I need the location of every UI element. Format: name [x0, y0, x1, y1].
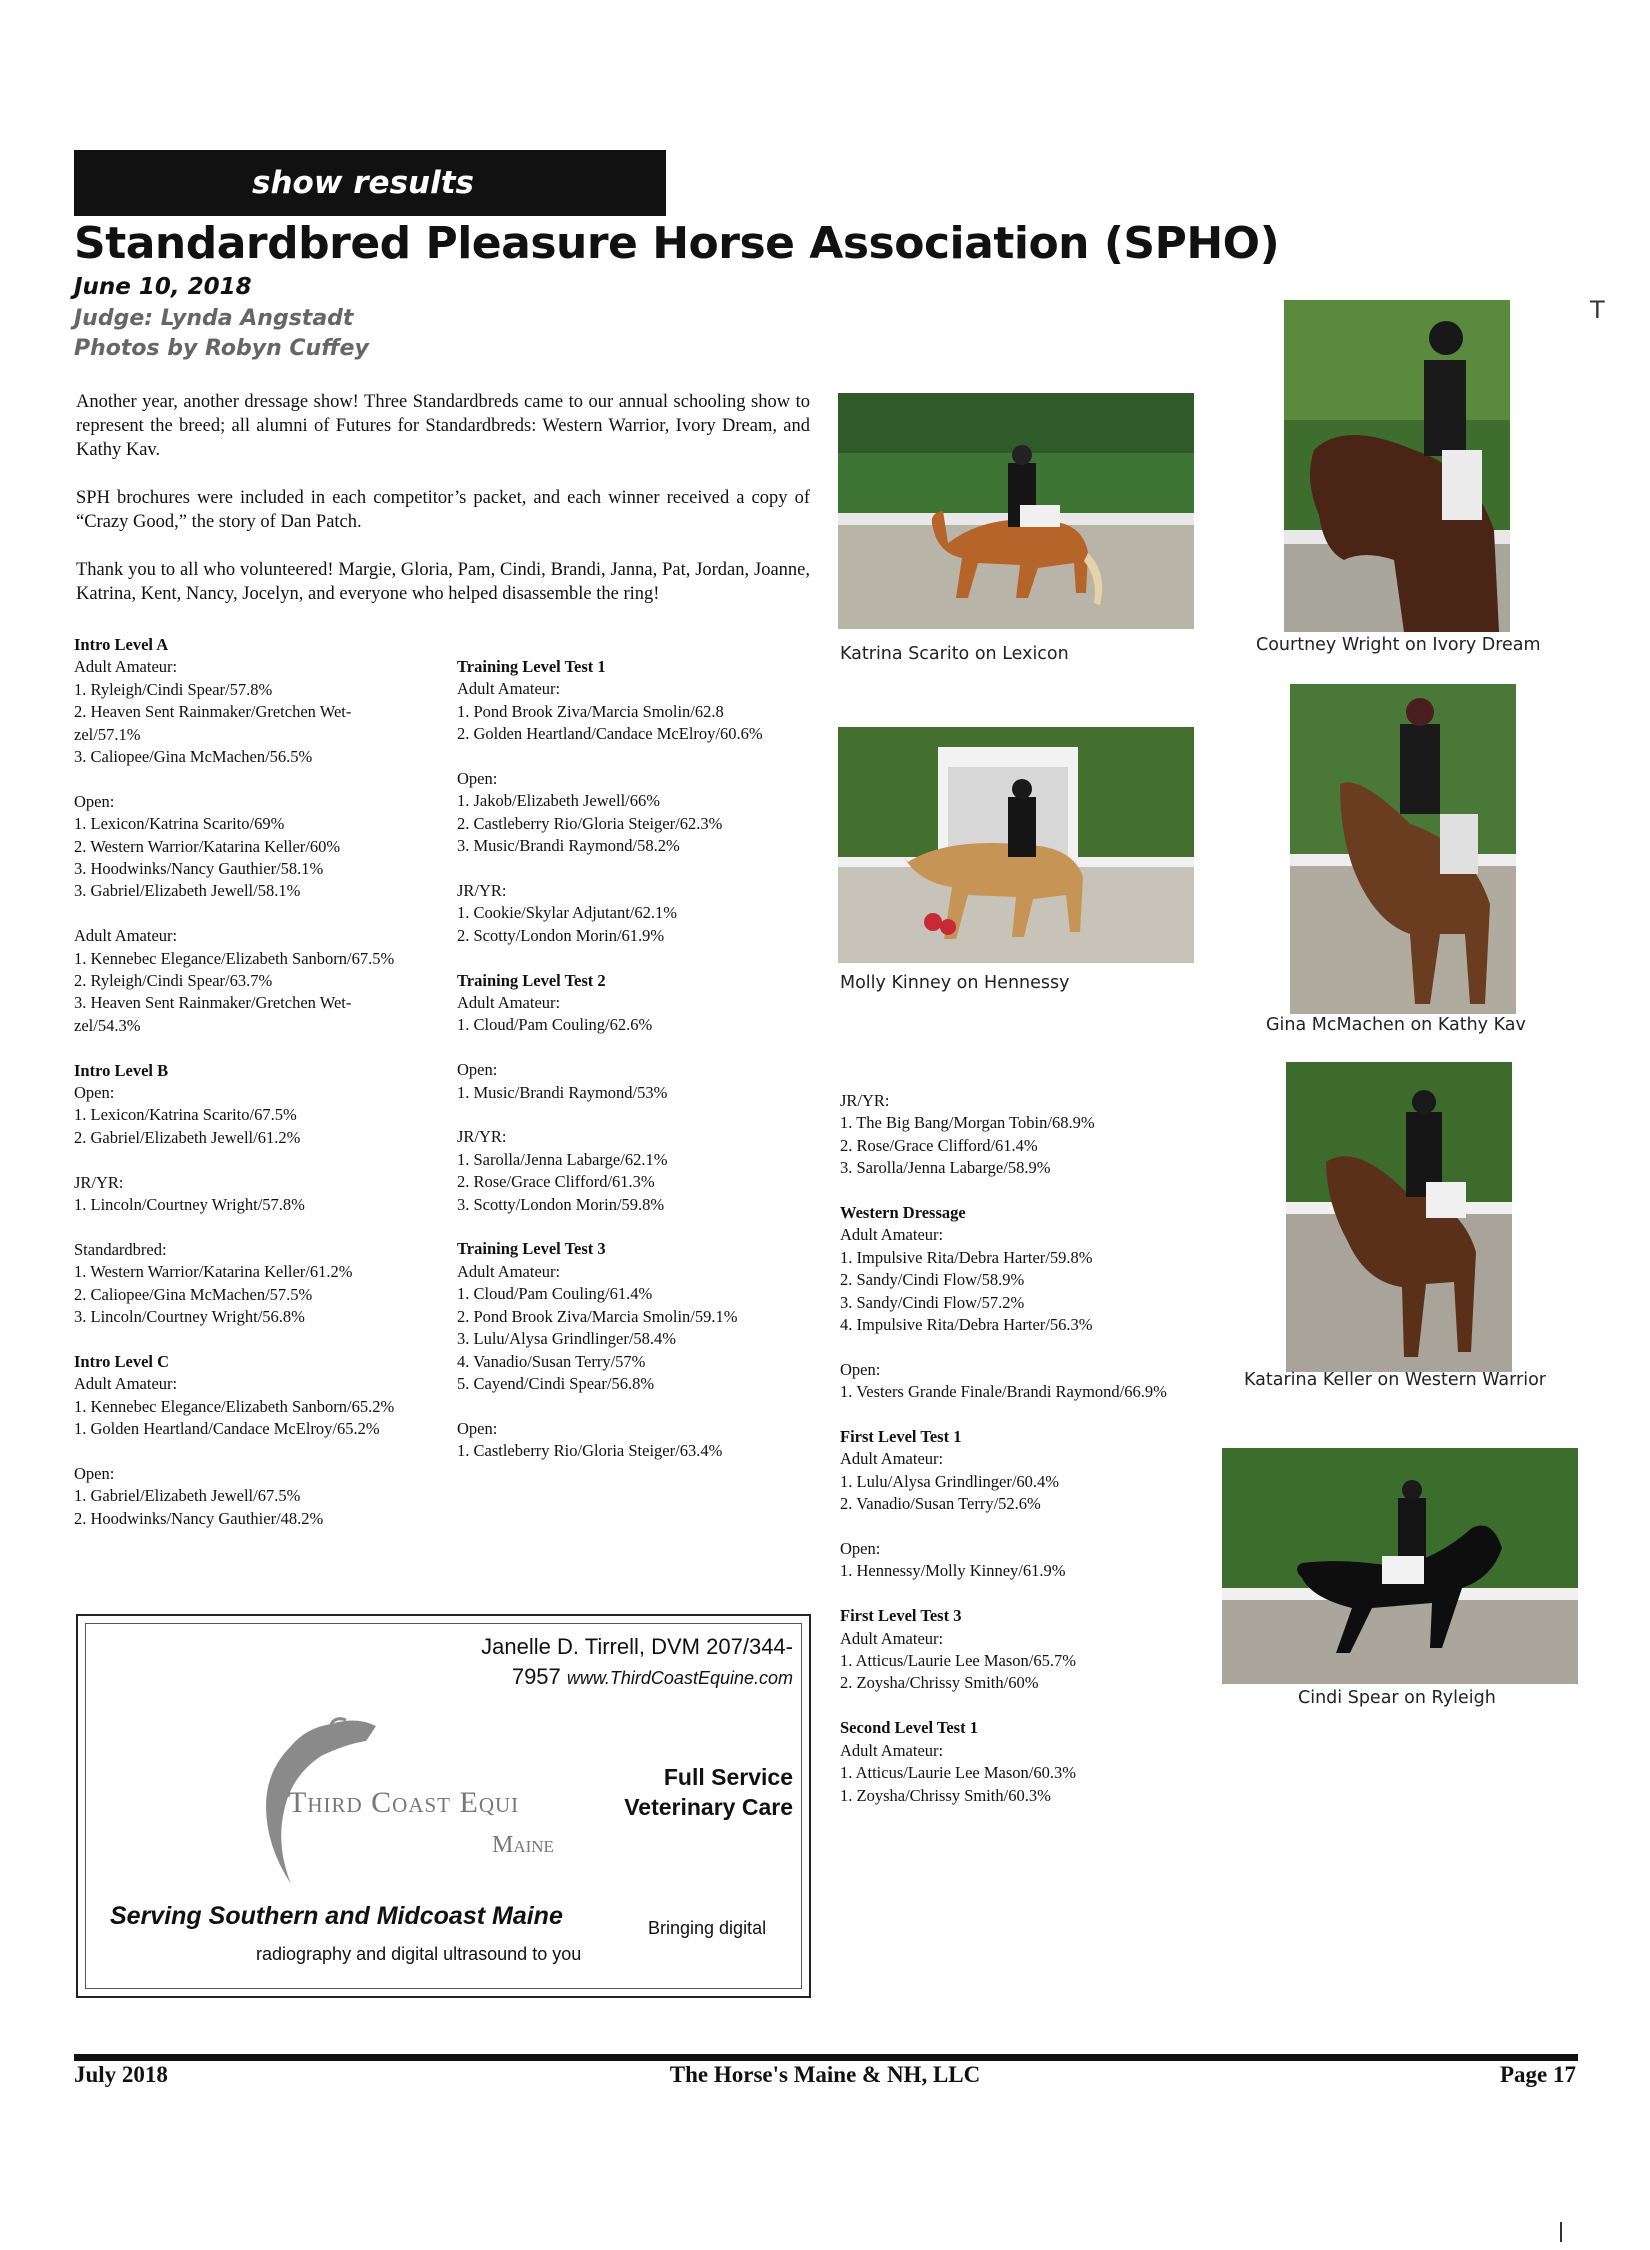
results-heading: Training Level Test 2: [457, 970, 606, 990]
footer-page-number: Page 17: [1499, 2062, 1576, 2087]
results-line: Open:: [457, 1418, 498, 1438]
results-line: zel/54.3%: [74, 1015, 141, 1035]
results-line: Open:: [74, 1463, 115, 1483]
results-line: 2. Pond Brook Ziva/Marcia Smolin/59.1%: [457, 1306, 738, 1326]
results-line: Adult Amateur:: [457, 993, 561, 1013]
results-gap: [74, 1441, 434, 1463]
results-gap: [840, 1695, 1220, 1717]
results-line: Adult Amateur:: [840, 1225, 944, 1245]
results-gap: [840, 1583, 1220, 1605]
results-line: 2. Rose/Grace Clifford/61.4%: [840, 1135, 1038, 1155]
results-line: 4. Impulsive Rita/Debra Harter/56.3%: [840, 1315, 1093, 1335]
ad-radiography: radiography and digital ultrasound to you: [256, 1944, 582, 1964]
results-line: 1. Atticus/Laurie Lee Mason/65.7%: [840, 1651, 1076, 1671]
service-line-1: Full Service: [663, 1764, 793, 1790]
results-line: 1. Pond Brook Ziva/Marcia Smolin/62.8: [457, 701, 724, 721]
ad-contact-line-2: [481, 1662, 793, 1693]
results-line: Open:: [74, 791, 115, 811]
results-line: Adult Amateur:: [74, 657, 178, 677]
results-line: 3. Sandy/Cindi Flow/57.2%: [840, 1292, 1025, 1312]
caption-kathy-kav: Gina McMachen on Kathy Kav: [1266, 1015, 1526, 1035]
results-line: 1. Jakob/Elizabeth Jewell/66%: [457, 791, 660, 811]
results-line: 1. Music/Brandi Raymond/53%: [457, 1082, 668, 1102]
results-line: 1. Impulsive Rita/Debra Harter/59.8%: [840, 1247, 1093, 1267]
judge-line: Judge: Lynda Angstadt: [74, 306, 354, 331]
ad-contact-line-1: [481, 1632, 793, 1662]
results-line: Adult Amateur:: [74, 926, 178, 946]
results-column-1: [74, 634, 434, 1530]
results-heading: Training Level Test 1: [457, 657, 606, 676]
caption-ryleigh: Cindi Spear on Ryleigh: [1298, 1688, 1496, 1708]
section-banner: [74, 150, 666, 216]
results-gap: [457, 947, 817, 969]
results-line: 1. Ryleigh/Cindi Spear/57.8%: [74, 679, 273, 699]
footer-rule: [74, 2054, 1578, 2061]
results-line: 2. Rose/Grace Clifford/61.3%: [457, 1172, 655, 1192]
results-line: 2. Heaven Sent Rainmaker/Gretchen Wet-: [74, 702, 352, 722]
results-line: 3. Lulu/Alysa Grindlinger/58.4%: [457, 1329, 677, 1349]
results-heading: Western Dressage: [840, 1203, 966, 1223]
vet-website[interactable]: www.ThirdCoastEquine.com: [566, 1668, 793, 1688]
caption-lexicon: Katrina Scarito on Lexicon: [840, 644, 1069, 664]
results-line: JR/YR:: [457, 1127, 507, 1147]
photo-kathy-kav: [1290, 684, 1516, 1014]
caption-western-warrior: Katarina Keller on Western Warrior: [1244, 1370, 1546, 1390]
results-line: Adult Amateur:: [457, 1261, 561, 1281]
results-line: 3. Heaven Sent Rainmaker/Gretchen Wet-: [74, 993, 352, 1013]
ad-services: [624, 1762, 793, 1822]
results-line: Adult Amateur:: [74, 1374, 178, 1394]
article-title: Standardbred Pleasure Horse Association (SPHO): [74, 218, 1280, 269]
results-line: 1. Vesters Grande Finale/Brandi Raymond/66.9%: [840, 1382, 1167, 1402]
results-line: Adult Amateur:: [457, 679, 561, 699]
results-line: 1. Sarolla/Jenna Labarge/62.1%: [457, 1149, 668, 1169]
vet-name: Janelle D. Tirrell, DVM: [481, 1634, 701, 1659]
vet-phone-part-2: 7957: [511, 1664, 561, 1689]
results-heading: Intro Level C: [74, 1351, 170, 1371]
results-column-3: [840, 1090, 1220, 1807]
logo-text-line-1: Third Coast Equi: [288, 1786, 520, 1819]
results-gap: [457, 1037, 817, 1059]
results-line: 2. Ryleigh/Cindi Spear/63.7%: [74, 971, 273, 991]
ad-bringing: Bringing digital: [648, 1918, 767, 1938]
service-line-2: Veterinary Care: [624, 1794, 793, 1820]
results-gap: [840, 1336, 1220, 1358]
results-line: 3. Sarolla/Jenna Labarge/58.9%: [840, 1158, 1051, 1178]
results-line: zel/57.1%: [74, 724, 141, 744]
results-line: 2. Zoysha/Chrissy Smith/60%: [840, 1673, 1039, 1693]
results-line: 3. Lincoln/Courtney Wright/56.8%: [74, 1307, 305, 1327]
results-line: 1. The Big Bang/Morgan Tobin/68.9%: [840, 1113, 1095, 1133]
caption-hennessy: Molly Kinney on Hennessy: [840, 973, 1070, 993]
results-line: 3. Scotty/London Morin/59.8%: [457, 1194, 665, 1214]
results-line: 2. Vanadio/Susan Terry/52.6%: [840, 1494, 1041, 1514]
results-heading: First Level Test 3: [840, 1606, 962, 1626]
section-label: show results: [252, 165, 474, 201]
results-line: 1. Kennebec Elegance/Elizabeth Sanborn/65.2%: [74, 1396, 395, 1416]
results-line: Standardbred:: [74, 1239, 167, 1259]
results-gap: [840, 1180, 1220, 1202]
logo-text-line-2: Maine: [492, 1832, 554, 1858]
results-line: 1. Lexicon/Katrina Scarito/67.5%: [74, 1105, 297, 1125]
results-gap: [74, 1149, 434, 1171]
photo-ivory-dream: [1284, 300, 1510, 632]
photo-lexicon: [838, 393, 1194, 629]
results-line: 2. Western Warrior/Katarina Keller/60%: [74, 836, 341, 856]
intro-text: [76, 390, 810, 630]
results-gap: [840, 1404, 1220, 1426]
results-line: Open:: [457, 769, 498, 789]
results-heading: First Level Test 1: [840, 1427, 962, 1447]
results-gap: [457, 1216, 817, 1238]
results-line: 1. Cloud/Pam Couling/61.4%: [457, 1284, 653, 1304]
results-line: 1. Atticus/Laurie Lee Mason/60.3%: [840, 1763, 1076, 1783]
results-line: 1. Gabriel/Elizabeth Jewell/67.5%: [74, 1486, 301, 1506]
results-gap: [74, 1329, 434, 1351]
results-line: 3. Hoodwinks/Nancy Gauthier/58.1%: [74, 859, 324, 879]
ad-serving: Serving Southern and Midcoast Maine: [110, 1902, 563, 1930]
photos-credit: Photos by Robyn Cuffey: [74, 336, 369, 361]
article-date: June 10, 2018: [74, 274, 252, 300]
results-line: Adult Amateur:: [840, 1449, 944, 1469]
results-line: 1. Kennebec Elegance/Elizabeth Sanborn/67.5%: [74, 948, 395, 968]
results-line: 2. Hoodwinks/Nancy Gauthier/48.2%: [74, 1508, 324, 1528]
footer-publication: The Horse's Maine & NH, LLC: [669, 2062, 981, 2087]
results-line: JR/YR:: [840, 1091, 890, 1110]
results-line: 1. Zoysha/Chrissy Smith/60.3%: [840, 1785, 1051, 1805]
results-line: 1. Golden Heartland/Candace McElroy/65.2%: [74, 1419, 380, 1439]
results-line: 3. Caliopee/Gina McMachen/56.5%: [74, 747, 313, 767]
corner-mark: T: [1590, 296, 1605, 324]
intro-paragraph: Another year, another dressage show! Three Standardbreds came to our annual schooling show to represent the breed; all alumni of Futures for Standardbreds: Western Warrior, Ivory Dream, and Kathy Kav.: [76, 392, 810, 460]
results-line: 1. Castleberry Rio/Gloria Steiger/63.4%: [457, 1441, 723, 1461]
vet-phone-part-1: 207/344-: [706, 1634, 793, 1659]
results-line: Adult Amateur:: [840, 1740, 944, 1760]
results-line: 3. Music/Brandi Raymond/58.2%: [457, 836, 680, 856]
results-gap: [74, 768, 434, 790]
intro-paragraph: SPH brochures were included in each competitor’s packet, and each winner received a copy of “Crazy Good,” the story of Dan Patch.: [76, 488, 810, 532]
results-line: 5. Cayend/Cindi Spear/56.8%: [457, 1373, 655, 1393]
results-gap: [457, 1395, 817, 1417]
results-gap: [457, 746, 817, 768]
results-line: 4. Vanadio/Susan Terry/57%: [457, 1351, 646, 1371]
results-line: 2. Castleberry Rio/Gloria Steiger/62.3%: [457, 813, 723, 833]
photo-ryleigh: [1222, 1448, 1578, 1684]
footer-date: July 2018: [74, 2062, 168, 2087]
results-line: 1. Lincoln/Courtney Wright/57.8%: [74, 1195, 305, 1215]
results-line: 1. Lexicon/Katrina Scarito/69%: [74, 814, 285, 834]
results-gap: [74, 903, 434, 925]
results-line: 1. Hennessy/Molly Kinney/61.9%: [840, 1561, 1066, 1581]
photo-hennessy: [838, 727, 1194, 963]
results-line: 1. Cookie/Skylar Adjutant/62.1%: [457, 903, 677, 923]
results-line: 2. Gabriel/Elizabeth Jewell/61.2%: [74, 1127, 301, 1147]
results-heading: Second Level Test 1: [840, 1718, 978, 1738]
results-line: 1. Western Warrior/Katarina Keller/61.2%: [74, 1262, 353, 1282]
edge-mark: [1560, 2222, 1562, 2242]
results-gap: [74, 1037, 434, 1059]
results-gap: [457, 858, 817, 880]
results-line: Open:: [457, 1060, 498, 1080]
results-line: 1. Cloud/Pam Couling/62.6%: [457, 1015, 653, 1035]
results-line: JR/YR:: [457, 881, 507, 901]
photo-western-warrior: [1286, 1062, 1512, 1372]
results-heading: Intro Level B: [74, 1060, 169, 1080]
results-line: 2. Golden Heartland/Candace McElroy/60.6%: [457, 724, 763, 744]
results-line: Open:: [840, 1359, 881, 1379]
caption-ivory-dream: Courtney Wright on Ivory Dream: [1256, 635, 1541, 655]
intro-paragraph: Thank you to all who volunteered! Margie, Gloria, Pam, Cindi, Brandi, Janna, Pat, Jordan, Joanne, Katrina, Kent, Nancy, Jocelyn, and everyone who helped disassemble the ring!: [76, 560, 810, 604]
results-heading: Training Level Test 3: [457, 1239, 606, 1259]
results-line: 2. Sandy/Cindi Flow/58.9%: [840, 1270, 1025, 1290]
results-line: 1. Lulu/Alysa Grindlinger/60.4%: [840, 1471, 1060, 1491]
ad-contact: [481, 1632, 793, 1693]
vet-advertisement: [76, 1614, 811, 1998]
results-line: Open:: [840, 1539, 881, 1559]
results-gap: [840, 1516, 1220, 1538]
results-gap: [74, 1217, 434, 1239]
results-line: JR/YR:: [74, 1172, 124, 1192]
results-column-2: [457, 656, 817, 1463]
results-line: Open:: [74, 1083, 115, 1103]
results-line: Adult Amateur:: [840, 1628, 944, 1648]
results-line: 3. Gabriel/Elizabeth Jewell/58.1%: [74, 881, 301, 901]
results-line: 2. Caliopee/Gina McMachen/57.5%: [74, 1284, 313, 1304]
results-line: 2. Scotty/London Morin/61.9%: [457, 925, 665, 945]
results-gap: [457, 1104, 817, 1126]
results-heading: Intro Level A: [74, 635, 169, 654]
